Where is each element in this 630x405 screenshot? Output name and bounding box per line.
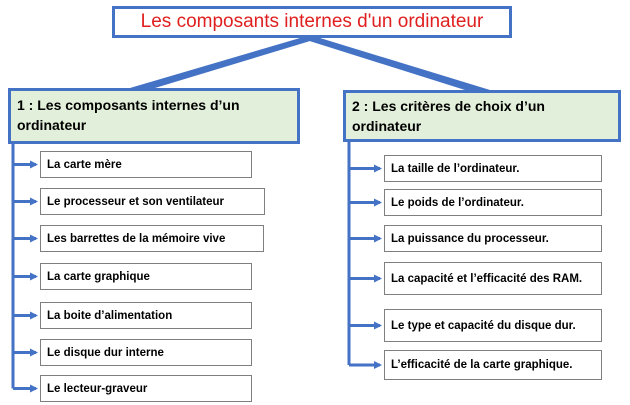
item-boite-alimentation: La boite d’alimentation [40,302,252,329]
category-selection-criteria: 2 : Les critères de choix d’un ordinateur [343,90,621,142]
item-lecteur-graveur: Le lecteur-graveur [40,375,252,402]
criterion-carte-graphique: L’efficacité de la carte graphique. [384,350,602,380]
category-internal-components: 1 : Les composants internes d’un ordinateur [8,88,300,144]
item-carte-graphique: La carte graphique [40,263,252,290]
criterion-ram: La capacité et l’efficacité des RAM. [384,262,602,295]
right-arrows [349,142,380,365]
connector-right-wedge [300,38,490,90]
item-disque-dur: Le disque dur interne [40,339,252,366]
criterion-disque: Le type et capacité du disque dur. [384,309,602,342]
criterion-taille: La taille de l’ordinateur. [384,155,602,182]
connector-left-wedge [130,38,320,88]
item-processeur: Le processeur et son ventilateur [40,188,265,215]
item-barrettes-memoire: Les barrettes de la mémoire vive [40,225,264,252]
item-carte-mere: La carte mère [40,151,252,178]
left-arrows [13,144,36,389]
criterion-puissance: La puissance du processeur. [384,225,602,252]
page-title: Les composants internes d'un ordinateur [112,6,512,38]
criterion-poids: Le poids de l’ordinateur. [384,189,602,216]
